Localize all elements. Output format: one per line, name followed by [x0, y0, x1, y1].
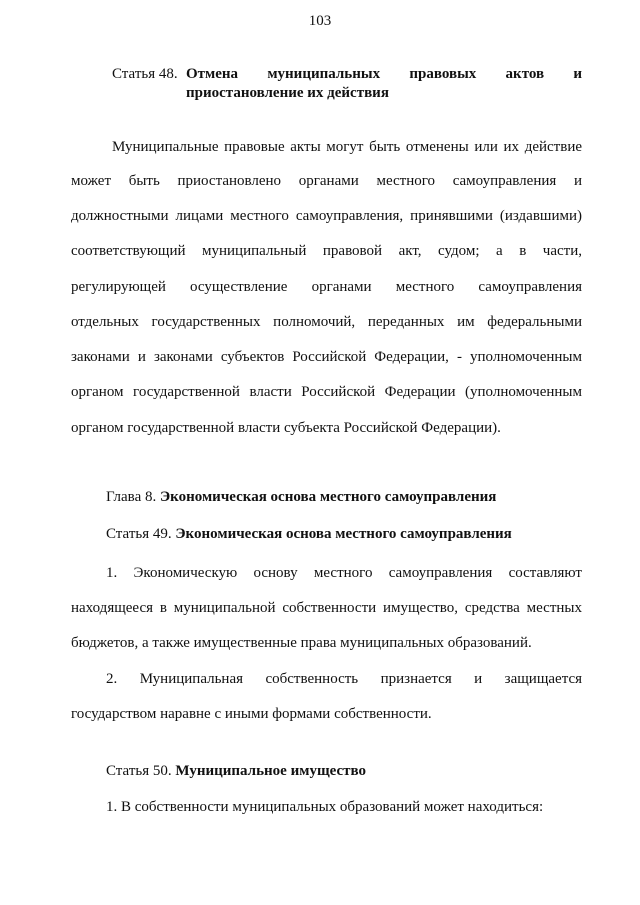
article-50-paragraph: 1. В собственности муниципальных образований может находиться: — [106, 799, 544, 815]
article-49-paragraph-line: 2. Муниципальная собственность признается и защищается — [106, 671, 582, 687]
article-49-paragraph-line: 1. Экономическую основу местного самоуправления составляют — [106, 565, 582, 581]
article-50-heading — [106, 761, 582, 781]
article-48-paragraph-line: органом государственной власти Российской Федерации (уполномоченным — [71, 384, 582, 400]
chapter-8-heading — [106, 487, 582, 507]
article-50-label: Статья 50. — [106, 763, 172, 779]
article-49-paragraph-line: государством наравне с иными формами собственности. — [71, 706, 432, 722]
article-48-label: Статья 48. — [112, 66, 178, 82]
article-49-paragraph-line: находящееся в муниципальной собственности имущество, средства местных — [71, 600, 582, 616]
article-48-paragraph-line: регулирующей осуществление органами местного самоуправления — [71, 279, 582, 295]
article-49-heading — [106, 524, 582, 544]
chapter-8-label: Глава 8. — [106, 489, 157, 505]
article-50-title: Муниципальное имущество — [175, 763, 366, 779]
article-49-title: Экономическая основа местного самоуправления — [175, 526, 512, 542]
article-48-title-line-1: Отмена муниципальных правовых актов и — [186, 66, 582, 82]
article-48-paragraph-line: соответствующий муниципальный правовой акт, судом; а в части, — [71, 243, 582, 259]
article-48-paragraph-line: может быть приостановлено органами местного самоуправления и — [71, 173, 582, 189]
article-48-title-line-2: приостановление их действия — [186, 85, 389, 101]
article-48-paragraph-line: законами и законами субъектов Российской Федерации, - уполномоченным — [71, 349, 582, 365]
article-49-paragraph-line: бюджетов, а также имущественные права муниципальных образований. — [71, 635, 532, 651]
article-49-label: Статья 49. — [106, 526, 172, 542]
article-48-paragraph-line: Муниципальные правовые акты могут быть отменены или их действие — [112, 139, 582, 155]
chapter-8-title: Экономическая основа местного самоуправления — [159, 489, 497, 505]
article-48-paragraph-line: отдельных государственных полномочий, переданных им федеральными — [71, 314, 582, 330]
page-number: 103 — [308, 13, 332, 29]
article-48-paragraph-line: органом государственной власти субъекта Российской Федерации). — [71, 420, 501, 436]
article-48-paragraph-line: должностными лицами местного самоуправления, принявшими (издавшими) — [71, 208, 582, 224]
